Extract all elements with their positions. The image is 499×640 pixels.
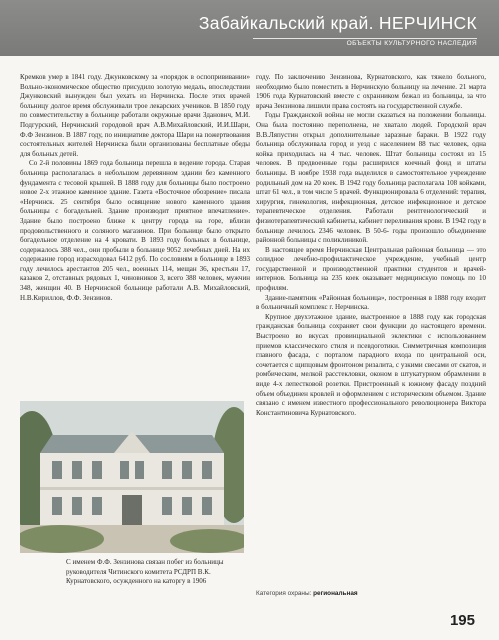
building-cornice	[40, 487, 224, 490]
hospital-building-photo	[20, 401, 244, 553]
paragraph: Со 2-й половины 1869 года больница перешла в ведение города. Старая больница располагалась в небольшом деревянном здании без каменного фундамента с тесовой крышей. В 1888 году для больницы было построено новое 2-х этажное каменное здание. Газета «Восточное обозрение» писала «Нерчинск. 25 сентября было освящение нового каменного здания больницы с богадельней. Здание производит приятное впечатление». Здание было построено ближе к центру города на горе, вблизи продовольственного и соляного магазинов. При больнице было открыто богадельное отделение на 4 кровати. В 1893 году больных в больнице, содержалось 388 чел., они пробыли в больнице 9052 лечебных дней. На их содержание город израсходовал 6412 руб. По сословиям в больнице в 1893 году лечилось арестантов 205 чел., военных 114, мещан 36, крестьян 17, казаков 2, отставных рядовых 1, чиновников 3, всего 388 человек, мужчин 348, женщин 40. В Нерчинской больнице работали А.В. Михайловский, Н.В.Кириллов, Ф.Ф. Зензинов.	[20, 159, 250, 302]
right-column	[256, 73, 486, 418]
page-title: Забайкальский край. НЕРЧИНСК	[198, 13, 477, 33]
paragraph: В настоящее время Нерчинская Центральная районная больница — это солидное лечебно-профилактическое учреждение, учебный центр государственной и производственной практики студентов и врачей-интернов. Больница на 235 коек оказывает медицинскую помощь по 10 профилям.	[256, 245, 486, 293]
paragraph: Кремков умер в 1841 году. Джунковскому за «порядок в оспопрививании» Вольно-экономическое общество присудило золотую медаль, впоследствии Джунковский вынужден был уехать из Нерчинска. После этих врачей больницу долгое время обслуживали трое лекарских учеников. В 1850 году по совместительству в больнице работали окружные врачи Здановнч, М.И. Подгурский, Нерчинский городовой врач А.В.Михайловский, И.И.Шари, Ф.Ф Зензинов. В 1887 году, по инициативе доктора Шари на пожертвования состоятельных жителей Нерчинска были организованы бесплатные обеды для больных детей.	[20, 73, 250, 158]
paragraph: Здание-памятник «Районная больница», построенная в 1888 году входит в больничный комплекс г. Нерчинска.	[256, 293, 486, 312]
page-subtitle: ОБЪЕКТЫ КУЛЬТУРНОГО НАСЛЕДИЯ	[346, 40, 477, 47]
building-door	[122, 495, 142, 527]
paragraph: году. По заключению Зензинова, Курнатовского, как тяжело больного, необходимо было поместить в Нерчинскую больницу на лечение. 21 марта 1906 года Курнатовский вместе с охранником бежал из больницы, за что врача Зензинова лишили права состоять на государственной службе.	[256, 73, 486, 110]
protection-category	[256, 590, 358, 597]
left-column	[20, 73, 250, 303]
paragraph: Крупное двухэтажное здание, выстроенное в 1888 году как городская гражданская больница сохраняет свои функции до настоящего времени. Выстроено во вкусах провинциальной эклектики с использованием приемов классического стиля и псевдоготики. Симметричная композиция главного фасада, с порталом парадного входа по центральной оси, сочетается с щипцовым фронтоном ризалита, с узкими свесами от скатов, и ромбическим, мелкой расстекловки, оконом в штукатурном обрамлении в виде 4-х лепестковой розетки. Пристроенный к южному фасаду поздний объем объединен кровлей и оформлением с историческим объемом. Здание связано с именем известного профессионального революционера Виктора Константиновича Курнатовского.	[256, 312, 486, 417]
photo-caption: С именем Ф.Ф. Зензинова связан побег из больницы руководителя Читинского комитета РСДРП В.К. Курнатовского, осужденного на каторгу в 1906	[66, 558, 224, 585]
page-header	[0, 0, 499, 56]
category-value: региональная	[313, 590, 358, 597]
page-number: 195	[449, 612, 475, 629]
bushes-left	[20, 525, 104, 553]
header-divider	[253, 38, 477, 39]
category-label: Категория охраны:	[256, 590, 312, 597]
paragraph: Годы Гражданской войны не могли сказаться на положении больницы. Она была постоянно переполнена, не хватало людей. Городской врач В.В.Ляпустин открыл дополнительные заразные бараки. В 1922 году больница обслуживала город и уезд с населением 88 тыс человек, одна койка приходилась на 4 тыс. человек. Штат больницы состоял из 15 человек. В предвоенные годы расширился коечный фонд и штаты больницы. В ноябре 1938 года выделился в самостоятельное учреждение родильный дом на 20 коек. В 1942 году больница располагала 108 койками, штат 61 чел., в том числе 5 врачей. Функционировала 6 отделений: терапия, хирургия, гинекология, инфекционная, детское инфекционное и детское терапевтическое отделения. Работали рентгенологический и физиотерапевтический кабинеты, кабинет переливания крови. В 1942 году в больнице лечилось 2346 человек. В 50-6- годы произошло объединение районной больницы с поликлиникой.	[256, 111, 486, 245]
